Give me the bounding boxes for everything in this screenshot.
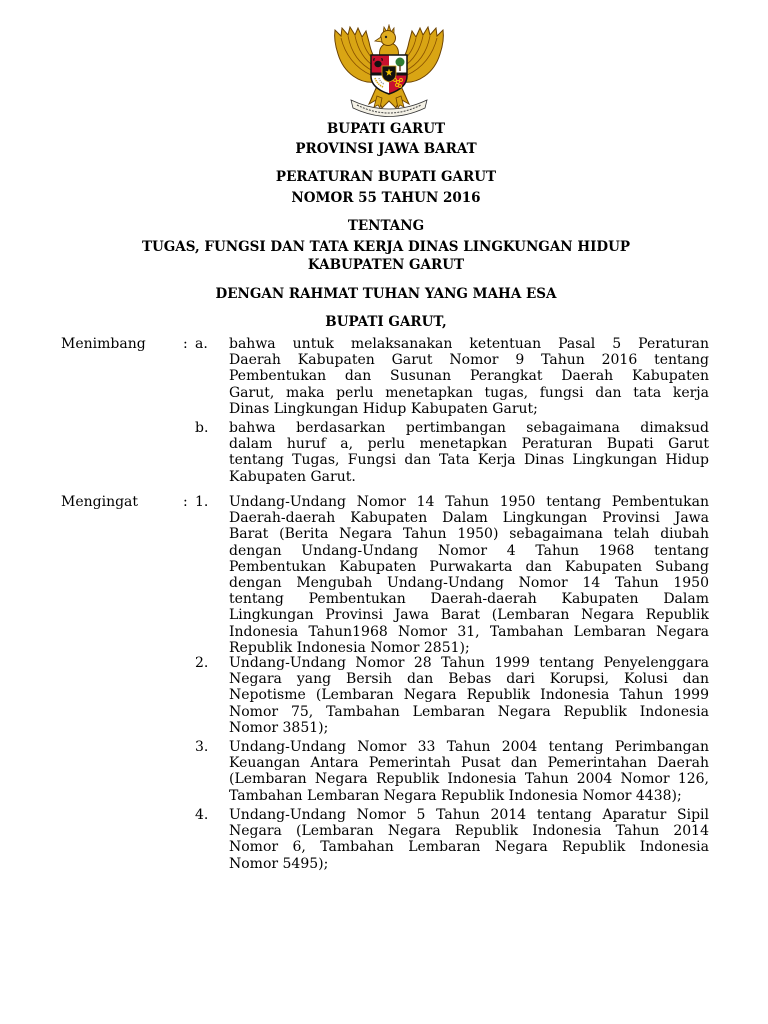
- paragraph-line: Dinas Lingkungan Hidup Kabupaten Garut;: [229, 400, 538, 417]
- paragraph-line: tentang Tugas, Fungsi dan Tata Kerja Dinas Lingkungan Hidup: [229, 452, 709, 469]
- paragraph-line: dengan Undang-Undang Nomor 4 Tahun 1968 tentang: [229, 542, 709, 559]
- regulation-number: NOMOR 55 TAHUN 2016: [291, 190, 481, 206]
- paragraph-line: Pembentukan Kabupaten Purwakarta dan Kabupaten Subang: [229, 558, 709, 575]
- paragraph-line: Undang-Undang Nomor 14 Tahun 1950 tentang Pembentukan: [229, 494, 709, 510]
- paragraph-line: Kabupaten Garut.: [229, 468, 356, 485]
- paragraph-line: dengan Mengubah Undang-Undang Nomor 14 Tahun 1950: [229, 575, 709, 592]
- paragraph-line: Daerah-daerah Kabupaten Dalam Lingkungan Provinsi Jawa: [229, 510, 709, 527]
- item-marker: a.: [195, 336, 208, 352]
- item-marker: 1.: [195, 494, 209, 510]
- section-label: Mengingat: [61, 494, 139, 510]
- section-separator: :: [183, 336, 188, 352]
- paragraph-line: Keuangan Antara Pemerintah Pusat dan Pemerintahan Daerah: [229, 755, 709, 772]
- paragraph-line: Daerah Kabupaten Garut Nomor 9 Tahun 2016 tentang: [229, 352, 709, 369]
- paragraph-line: Lingkungan Provinsi Jawa Barat (Lembaran Negara Republik: [229, 607, 709, 624]
- item-marker: b.: [195, 420, 209, 436]
- head: [381, 31, 396, 46]
- paragraph-line: bahwa berdasarkan pertimbangan sebagaimana dimaksud: [229, 420, 709, 436]
- authority-heading: BUPATI GARUT,: [325, 314, 447, 330]
- paragraph-line: Nomor 75, Tambahan Lembaran Negara Republik Indonesia: [229, 703, 709, 720]
- paragraph-line: Nomor 5495);: [229, 855, 329, 872]
- beak: [375, 37, 382, 42]
- paragraph-line: dalam huruf a, perlu menetapkan Peraturan Bupati Garut: [229, 436, 709, 453]
- about-label: TENTANG: [347, 218, 425, 234]
- motto-ribbon: [351, 100, 427, 117]
- paragraph-line: Negara yang Bersih dan Bebas dari Korupsi, Kolusi dan: [229, 671, 709, 688]
- item-text: [229, 655, 709, 736]
- paragraph-line: (Lembaran Negara Republik Indonesia Tahun 2004 Nomor 126,: [229, 771, 709, 788]
- item-marker: 2.: [195, 655, 209, 671]
- item-marker: 4.: [195, 807, 209, 823]
- paragraph-line: Nepotisme (Lembaran Negara Republik Indonesia Tahun 1999: [229, 687, 709, 704]
- item-marker: 3.: [195, 739, 209, 755]
- garuda-pancasila-emblem: [331, 24, 447, 124]
- paragraph-line: Tambahan Lembaran Negara Republik Indonesia Nomor 4438);: [229, 787, 682, 804]
- regulation-title: PERATURAN BUPATI GARUT: [275, 169, 497, 185]
- paragraph-line: Republik Indonesia Nomor 2851);: [229, 639, 470, 656]
- invocation: DENGAN RAHMAT TUHAN YANG MAHA ESA: [215, 286, 557, 302]
- paragraph-line: bahwa untuk melaksanakan ketentuan Pasal 5 Peraturan: [229, 336, 709, 352]
- paragraph-line: Undang-Undang Nomor 28 Tahun 1999 tentang Penyelenggara: [229, 655, 709, 671]
- paragraph-line: Undang-Undang Nomor 5 Tahun 2014 tentang Aparatur Sipil: [229, 807, 709, 823]
- subject-line-1: TUGAS, FUNGSI DAN TATA KERJA DINAS LINGKUNGAN HIDUP: [141, 239, 631, 255]
- paragraph-line: Pembentukan dan Susunan Perangkat Daerah Kabupaten: [229, 368, 709, 385]
- item-text: [229, 739, 709, 804]
- province-title: PROVINSI JAWA BARAT: [295, 141, 477, 157]
- section-label: Menimbang: [61, 336, 146, 352]
- item-text: [229, 336, 709, 417]
- item-text: [229, 420, 709, 485]
- section-separator: :: [183, 494, 188, 510]
- paragraph-line: tentang Pembentukan Daerah-daerah Kabupaten Dalam: [229, 591, 709, 608]
- paragraph-line: Nomor 3851);: [229, 719, 329, 736]
- subject-line-2: KABUPATEN GARUT: [307, 257, 465, 273]
- paragraph-line: Nomor 6, Tambahan Lembaran Negara Republik Indonesia: [229, 839, 709, 856]
- paragraph-line: Garut, maka perlu menetapkan tugas, fungsi dan tata kerja: [229, 384, 709, 401]
- paragraph-line: Barat (Berita Negara Tahun 1950) sebagaimana telah diubah: [229, 526, 709, 543]
- issuer-title: BUPATI GARUT: [326, 121, 446, 137]
- item-text: [229, 807, 709, 872]
- eye: [385, 36, 387, 38]
- paragraph-line: Indonesia Tahun1968 Nomor 31, Tambahan Lembaran Negara: [229, 623, 709, 640]
- paragraph-line: Undang-Undang Nomor 33 Tahun 2004 tentang Perimbangan: [229, 739, 709, 755]
- item-text: [229, 494, 709, 656]
- paragraph-line: Negara (Lembaran Negara Republik Indonesia Tahun 2014: [229, 823, 709, 840]
